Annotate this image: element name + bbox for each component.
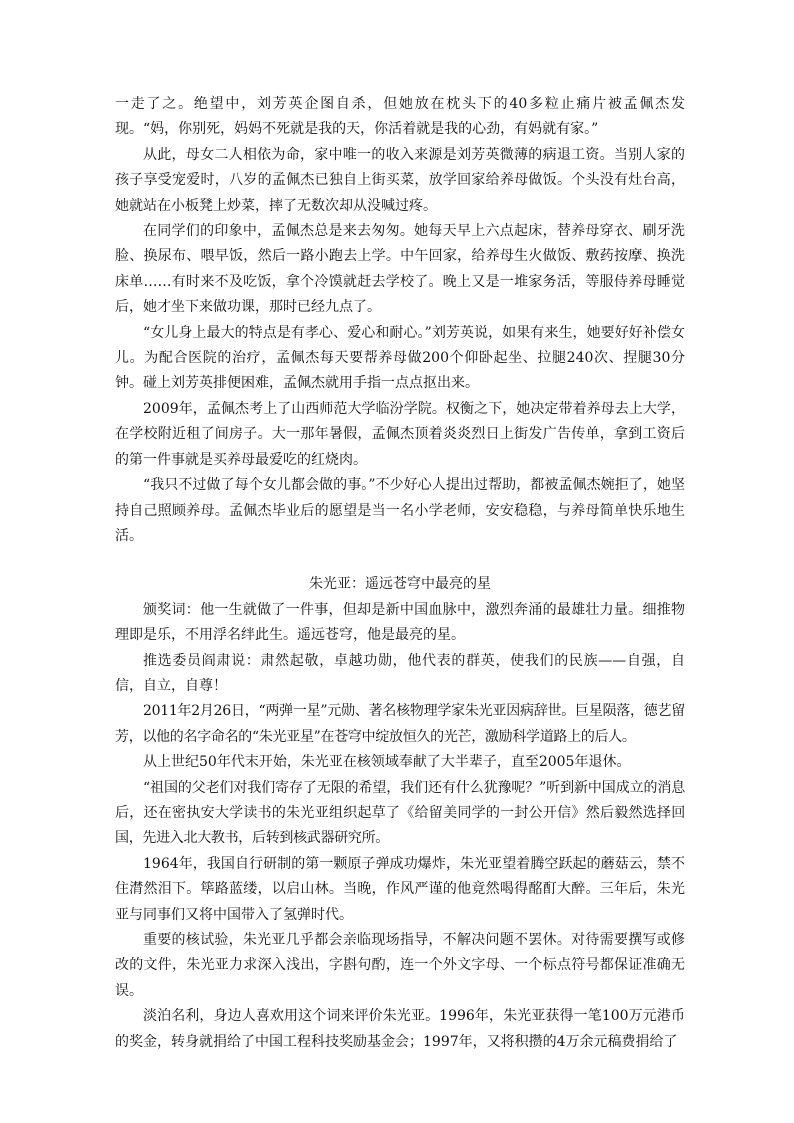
document-body	[115, 92, 685, 1055]
section-title: 朱光亚：遥远苍穹中最亮的星	[309, 576, 491, 593]
paragraph: 颁奖词：他一生就做了一件事，但却是新中国血脉中，激烈奔涌的最雄壮力量。细推物理即是乐，不用浮名绊此生。遥远苍穹，他是最亮的星。	[115, 601, 685, 644]
paragraph: 1964年，我国自行研制的第一颗原子弹成功爆炸，朱光亚望着腾空跃起的蘑菇云，禁不住潸然泪下。筚路蓝缕，以启山林。当晚，作风严谨的他竟然喝得酩酊大醉。三年后，朱光亚与同事们又将中国带入了氢弹时代。	[115, 855, 685, 923]
paragraph: 在同学们的印象中，孟佩杰总是来去匆匆。她每天早上六点起床，替养母穿衣、刷牙洗脸、换尿布、喂早饭，然后一路小跑去上学。中午回家，给养母生火做饭、敷药按摩、换洗床单……有时来不及吃饭，拿个冷馍就赶去学校了。晚上又是一堆家务活，等服侍养母睡觉后，她才坐下来做功课，那时已经九点了。	[115, 223, 685, 316]
paragraph: 2011年2月26日，“两弹一星”元勋、著名核物理学家朱光亚因病辞世。巨星陨落，德艺留芳，以他的名字命名的“朱光亚星”在苍穹中绽放恒久的光芒，激励科学道路上的后人。	[115, 703, 685, 745]
paragraph: “女儿身上最大的特点是有孝心、爱心和耐心。”刘芳英说，如果有来生，她要好好补偿女儿。为配合医院的治疗，孟佩杰每天要帮养母做200个仰卧起坐、拉腿240次、捏腿30分钟。碰上刘芳英排便困难，孟佩杰就用手指一点点抠出来。	[115, 324, 685, 392]
paragraph: “祖国的父老们对我们寄存了无限的希望，我们还有什么犹豫呢？”听到新中国成立的消息后，还在密执安大学读书的朱光亚组织起草了《给留美同学的一封公开信》然后毅然选择回国，先进入北大教书，后转到核武器研究所。	[115, 779, 685, 847]
paragraph: 推选委员阎肃说：肃然起敬，卓越功勋，他代表的群英，使我们的民族——自强，自信，自立，自尊！	[115, 652, 685, 694]
paragraph: 重要的核试验，朱光亚几乎都会亲临现场指导，不解决问题不罢休。对待需要撰写或修改的文件，朱光亚力求深入浅出，字斟句酌，连一个外文字母、一个标点符号都保证准确无误。	[115, 932, 685, 999]
paragraph: 一走了之。绝望中，刘芳英企图自杀，但她放在枕头下的40多粒止痛片被孟佩杰发现。“妈，你别死，妈妈不死就是我的天，你活着就是我的心劲，有妈就有家。”	[115, 96, 685, 138]
paragraph: 从上世纪50年代末开始，朱光亚在核领域奉献了大半辈子，直至2005年退休。	[143, 754, 631, 771]
paragraph: 2009年，孟佩杰考上了山西师范大学临汾学院。权衡之下，她决定带着养母去上大学，在学校附近租了间房子。大一那年暑假，孟佩杰顶着炎炎烈日上街发广告传单，拿到工资后的第一件事就是买养母最爱吃的红烧肉。	[115, 400, 685, 468]
paragraph: “我只不过做了每个女儿都会做的事。”不少好心人提出过帮助，都被孟佩杰婉拒了，她坚持自己照顾养母。孟佩杰毕业后的愿望是当一名小学老师，安安稳稳，与养母简单快乐地生活。	[115, 477, 685, 544]
paragraph: 淡泊名利，身边人喜欢用这个词来评价朱光亚。1996年，朱光亚获得一笔100万元港币的奖金，转身就捐给了中国工程科技奖励基金会；1997年，又将积攒的4万余元稿费捐给了	[115, 1008, 685, 1050]
paragraph: 从此，母女二人相依为命，家中唯一的收入来源是刘芳英微薄的病退工资。当别人家的孩子享受宠爱时，八岁的孟佩杰已独自上街买菜，放学回家给养母做饭。个头没有灶台高，她就站在小板凳上炒菜，摔了无数次却从没喊过疼。	[115, 146, 685, 214]
